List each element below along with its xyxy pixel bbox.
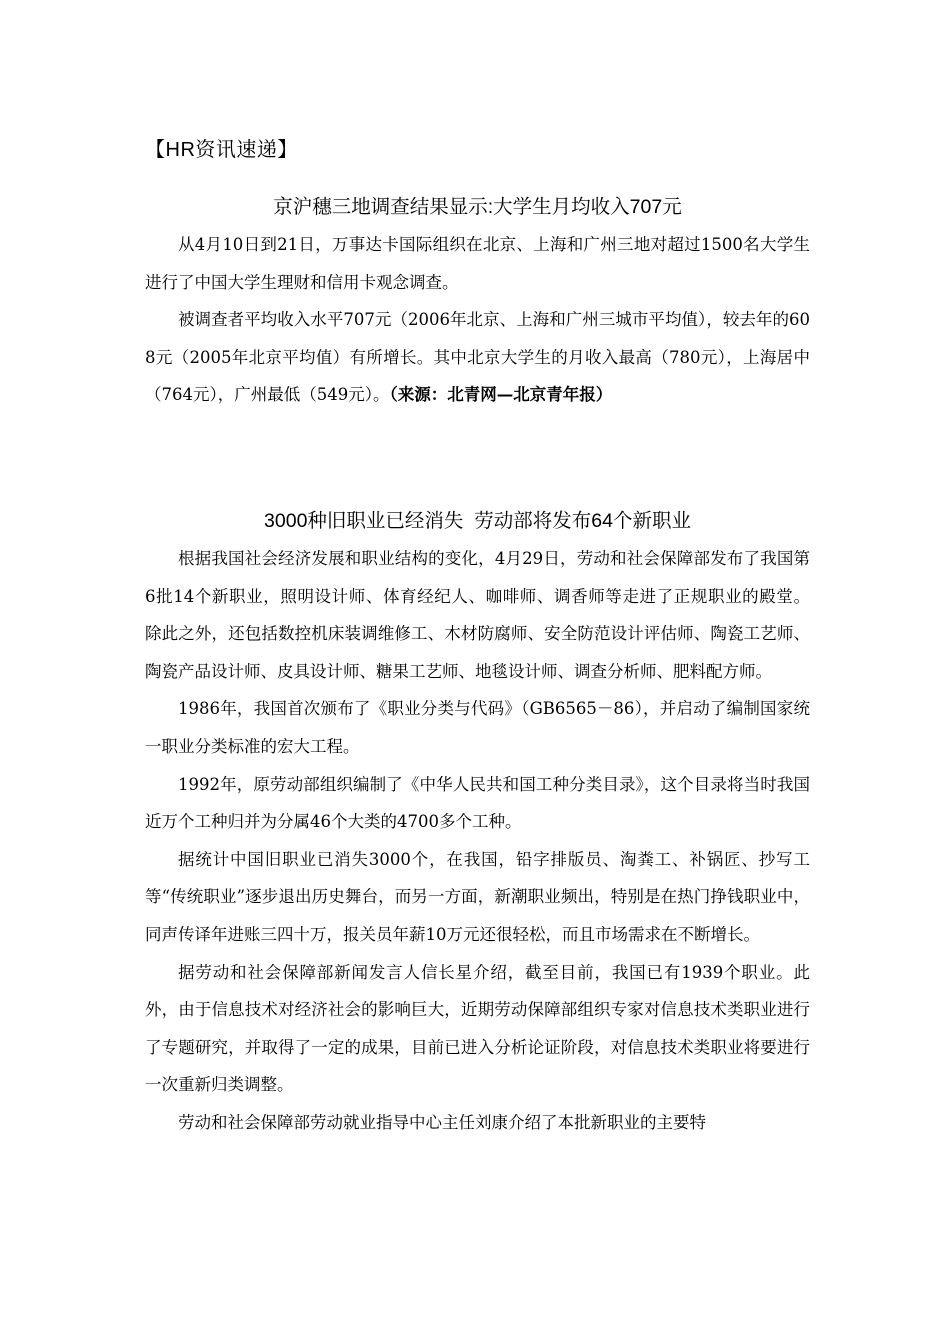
- article-paragraph: 1986年，我国首次颁布了《职业分类与代码》（GB6565－86），并启动了编制国家统一职业分类标准的宏大工程。: [145, 699, 810, 756]
- article-paragraph: 据统计中国旧职业已消失3000个，在我国，铅字排版员、淘粪工、补锅匠、抄写工等“传统职业”逐步退出历史舞台，而另一方面，新潮职业频出，特别是在热门挣钱职业中，同声传译年进账三四十万，报关员年薪10万元还很轻松，而且市场需求在不断增长。: [145, 849, 810, 944]
- section-tag: 【HR资讯速递】: [145, 139, 298, 161]
- article-paragraph: [145, 301, 810, 414]
- article-title: 京沪穗三地调查结果显示:大学生月均收入707元: [273, 196, 682, 218]
- article-salary-survey: [145, 188, 810, 414]
- article-paragraph: 根据我国社会经济发展和职业结构的变化，4月29日，劳动和社会保障部发布了我国第6批14个新职业，照明设计师、体育经纪人、咖啡师、调香师等走进了正规职业的殿堂。 除此之外，还包括数控机床装调维修工、木材防腐师、安全防范设计评估师、陶瓷工艺师、陶瓷产品设计师、皮具设计师、糖果工艺师、地毯设计师、调查分析师、肥料配方师。: [145, 549, 821, 681]
- source-credit: （来源：北青网—北京青年报）: [389, 385, 613, 405]
- article-title: 3000种旧职业已经消失 劳动部将发布64个新职业: [264, 510, 691, 532]
- article-paragraph: 1992年，原劳动部组织编制了《中华人民共和国工种分类目录》，这个目录将当时我国近万个工种归并为分属46个大类的4700多个工种。: [145, 774, 810, 832]
- article-paragraph: 据劳动和社会保障部新闻发言人信长星介绍，截至目前，我国已有1939个职业。此外，由于信息技术对经济社会的影响巨大，近期劳动保障部组织专家对信息技术类职业进行了专题研究，并取得了一定的成果，目前已进入分析论证阶段，对信息技术类职业将要进行一次重新归类调整。: [145, 962, 810, 1095]
- paragraph-text: 从4月10日到21日，万事达卡国际组织在北京、上海和广州三地对超过1500名大学生进行了中国大学生理财和信用卡观念调查。: [145, 235, 810, 292]
- paragraph-text: 被调查者平均收入水平707元（2006年北京、上海和广州三城市平均值），较去年的608元（2005年北京平均值）有所增长。其中北京大学生的月收入最高（780元），上海居中（764元），广州最低（549元）。: [145, 310, 810, 405]
- article-paragraph: 劳动和社会保障部劳动就业指导中心主任刘康介绍了本批新职业的主要特: [178, 1112, 706, 1132]
- article-new-occupations: [145, 502, 821, 1142]
- article-paragraph: [145, 226, 810, 301]
